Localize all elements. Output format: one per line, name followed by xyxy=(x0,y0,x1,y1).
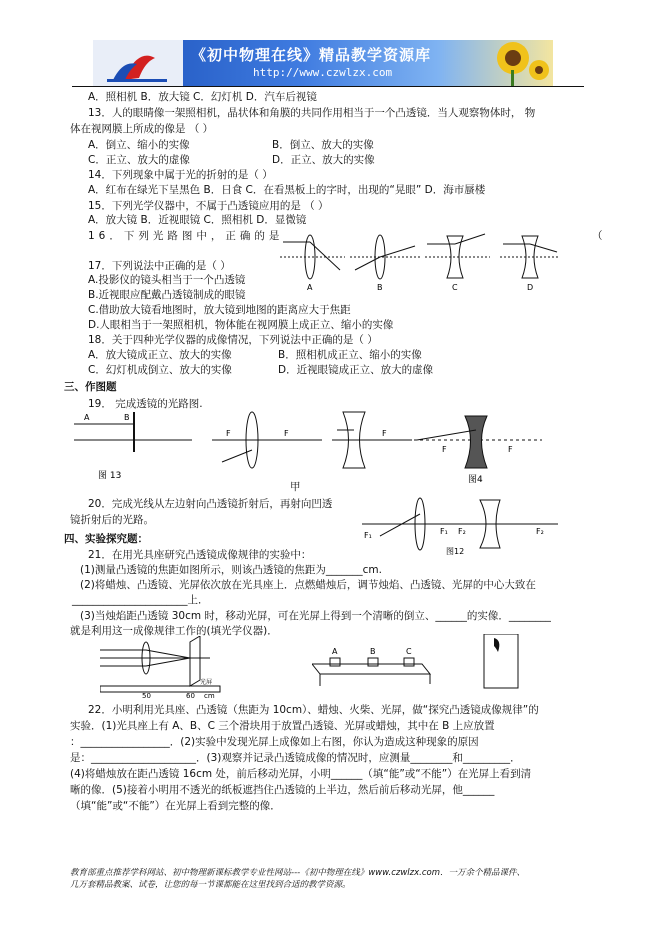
q20-stem-line1: 20．完成光线从左边射向凸透镜折射后，再射向凹透 xyxy=(88,498,333,510)
q13-option-c: C．正立、放大的虚像 xyxy=(88,154,190,166)
sunflower-icon xyxy=(473,40,553,86)
ruler-label-60: 60 xyxy=(186,692,195,698)
q13-option-a: A．倒立、缩小的实像 xyxy=(88,139,190,151)
q18-option-a: A．放大镜成正立、放大的实像 xyxy=(88,349,232,361)
q20-label-f2-right: F₂ xyxy=(536,527,544,536)
q18-option-b: B．照相机成正立、缩小的实像 xyxy=(278,349,422,361)
q17-option-d: D.人眼相当于一架照相机，物体能在视网膜上成正立、缩小的实像 xyxy=(88,319,394,331)
banner-url: http://www.czwlzx.com xyxy=(253,66,393,79)
screen-image-figure xyxy=(482,634,522,690)
q15-stem: 15．下列光学仪器中，不属于凸透镜应用的是 （ ） xyxy=(88,200,329,212)
fig-label-a: A xyxy=(84,413,90,422)
fig4-label-f-right: F xyxy=(508,445,513,454)
q13-stem-line2: 体在视网膜上所成的像是 （ ） xyxy=(70,123,214,135)
q21-part2: (2)将蜡烛、凸透镜、光屏依次放在光具座上．点燃蜡烛后，调节烛焰、凸透镜、光屏的中心大致在 xyxy=(80,579,536,591)
screen-label: 光屏 xyxy=(200,679,213,686)
q22-line5: (4)将蜡烛放在距凸透镜 16cm 处，前后移动光屏，小明______（填“能”或“不能”）在光屏上看到清 xyxy=(70,768,532,780)
bench-label-a: A xyxy=(332,647,338,656)
ruler-label-cm: cm xyxy=(204,692,215,698)
banner-title: 《初中物理在线》精品教学资源库 xyxy=(191,46,432,64)
q17-option-b: B.近视眼应配戴凸透镜制成的眼镜 xyxy=(88,289,246,301)
fig13-caption: 图 13 xyxy=(98,471,122,481)
q16-paren: （ xyxy=(592,230,603,242)
q13-option-b: B．倒立、放大的实像 xyxy=(272,139,374,151)
focal-length-figure xyxy=(100,636,250,698)
q20-figure xyxy=(360,496,560,556)
q16-stem: 16．下列光路图中，正确的是 xyxy=(88,230,284,242)
q22-line4: 是：____________________．(3)观察并记录凸透镜成像的情况时，应测量________和_________． xyxy=(70,752,521,764)
header-banner xyxy=(93,40,553,86)
q21-stem: 21．在用光具座研究凸透镜成像规律的实验中： xyxy=(88,549,312,561)
q18-option-d: D．近视眼镜成正立、放大的虚像 xyxy=(278,364,434,376)
fig4-label-f-left: F xyxy=(442,445,447,454)
fig12-caption: 图12 xyxy=(446,547,465,556)
q18-option-c: C．幻灯机成倒立、放大的实像 xyxy=(88,364,232,376)
q18-stem: 18．关于四种光学仪器的成像情况，下列说法中正确的是（ ） xyxy=(88,334,378,346)
q22-line7: （填“能”或“不能”）在光屏上看到完整的像． xyxy=(70,800,281,812)
q19-stem: 19． 完成透镜的光路图. xyxy=(88,398,203,410)
q17-stem: 17．下列说法中正确的是（ ） xyxy=(88,260,231,272)
q15-options: A．放大镜 B．近视眼镜 C．照相机 D．显微镜 xyxy=(88,214,307,226)
q14-options: A．红布在绿光下呈黑色 B．日食 C．在看黑板上的字时，出现的“晃眼” D．海市蜃楼 xyxy=(88,184,486,196)
section-heading-experiment: 四、实验探究题： xyxy=(64,533,148,545)
q20-label-f1-right: F₁ xyxy=(440,527,448,536)
fig-label-f-right: F xyxy=(284,429,289,438)
q21-part2-blank: ______________________上． xyxy=(72,594,209,606)
optical-bench-figure xyxy=(312,644,432,694)
q17-option-a: A.投影仪的镜头相当于一个凸透镜 xyxy=(88,274,246,286)
fig-label-f-left: F xyxy=(226,429,231,438)
section-heading-drawing: 三、作图题 xyxy=(64,381,117,393)
q12-options: A．照相机 B．放大镜 C．幻灯机 D．汽车后视镜 xyxy=(88,91,317,103)
q20-label-f1-left: F₁ xyxy=(364,531,372,540)
page-footer xyxy=(70,867,630,891)
q21-part3-tail: 就是利用这一成像规律工作的(填光学仪器)． xyxy=(70,625,278,637)
q16-diagrams xyxy=(275,232,565,292)
fig-label-b: B xyxy=(124,413,130,422)
q19-caption-jia: 甲 xyxy=(290,481,301,493)
logo-icon xyxy=(93,40,183,86)
q16-label-b: B xyxy=(377,283,383,292)
q22-line2: 实验．(1)光具座上有 A、B、C 三个滑块用于放置凸透镜、光屏或蜡烛，其中在 B 上应放置 xyxy=(70,720,495,732)
bench-label-b: B xyxy=(370,647,376,656)
q22-line6: 晰的像．(5)接着小明用不透光的纸板遮挡住凸透镜的上半边，然后前后移动光屏，他______ xyxy=(70,784,495,796)
q13-stem-line1: 13．人的眼睛像一架照相机，晶状体和角膜的共同作用相当于一个凸透镜．当人观察物体时， 物 xyxy=(88,107,536,119)
q17-option-c: C.借助放大镜看地图时，放大镜到地图的距离应大于焦距 xyxy=(88,304,351,316)
q21-part1: (1)测量凸透镜的焦距如图所示，则该凸透镜的焦距为_______cm. xyxy=(80,564,382,576)
q19-figures xyxy=(72,410,572,490)
footer-line1: 教育部重点推荐学科网站、初中物理新课标教学专业性网站---《初中物理在线》www.czwlzx.com．一万余个精品课件、 xyxy=(70,868,526,878)
q20-stem-line2: 镜折射后的光路。 xyxy=(70,514,154,526)
q21-part3: (3)当烛焰距凸透镜 30cm 时，移动光屏，可在光屏上得到一个清晰的倒立、______的实像．________ xyxy=(80,610,551,622)
footer-line2: 几万套精品教案、试卷，让您的每一节课都能在这里找到合适的教学资源。 xyxy=(70,880,351,890)
q16-label-c: C xyxy=(452,283,458,292)
q16-label-a: A xyxy=(307,283,313,292)
q16-label-d: D xyxy=(527,283,534,292)
q22-line1: 22．小明利用光具座、凸透镜（焦距为 10cm）、蜡烛、火柴、光屏，做“探究凸透镜成像规律”的 xyxy=(88,704,539,716)
header-rule xyxy=(72,86,584,87)
q13-option-d: D．正立、放大的实像 xyxy=(272,154,375,166)
q20-label-f2-left: F₂ xyxy=(458,527,466,536)
bench-label-c: C xyxy=(406,647,412,656)
fig4-caption: 图4 xyxy=(468,475,483,485)
ruler-label-50: 50 xyxy=(142,692,151,698)
fig-label-f-concave: F xyxy=(382,429,387,438)
q14-stem: 14．下列现象中属于光的折射的是（ ） xyxy=(88,169,273,181)
q22-line3: ：_________________．(2)实验中发现光屏上成像如上右图，你认为造成这种现象的原因 xyxy=(70,736,479,748)
